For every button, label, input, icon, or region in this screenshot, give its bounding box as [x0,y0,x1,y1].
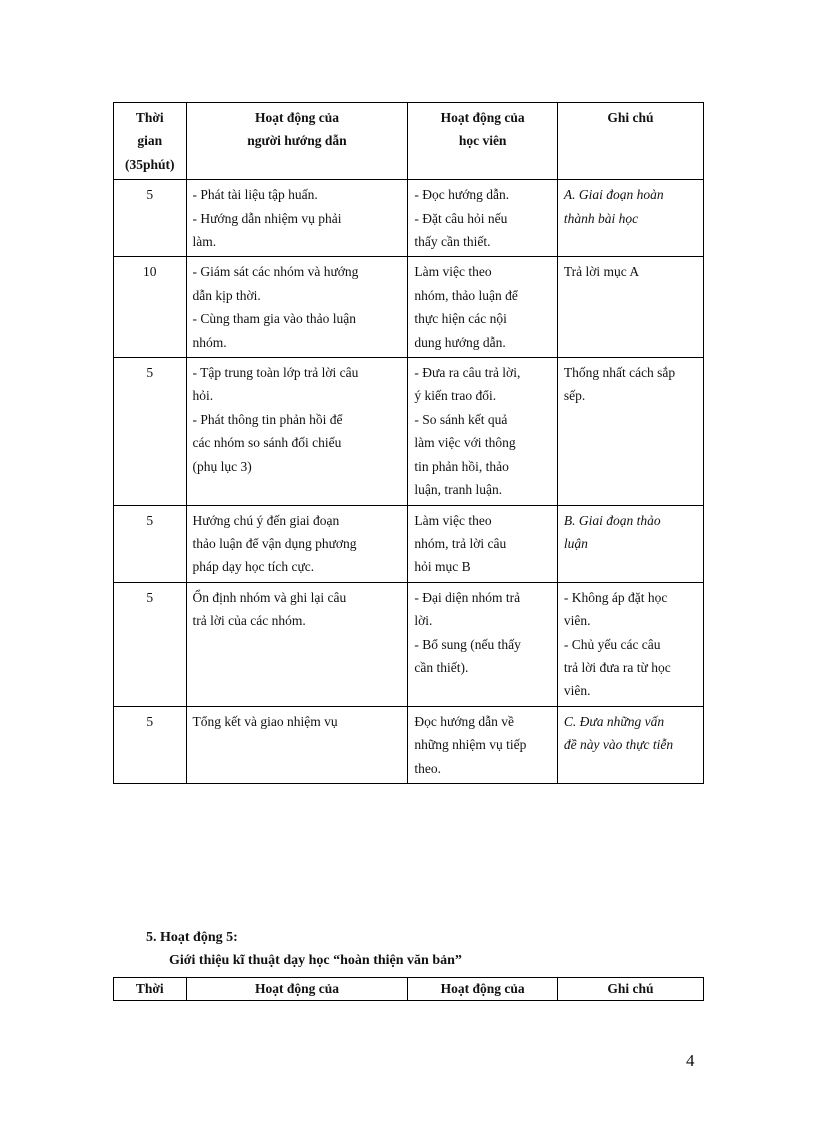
table-header-row [114,978,704,1001]
learner-activity-cell [408,358,557,505]
learner-activity-line: - Đưa ra câu trả lời, [414,365,521,381]
learner-activity-line: thực hiện các nội [414,311,507,327]
guide-activity-line: Tổng kết và giao nhiệm vụ [192,713,338,729]
guide-activity-line: - Phát tài liệu tập huấn. [192,187,318,203]
table-row [114,358,704,505]
note-line: sếp. [563,388,586,404]
guide-activity-line: Hướng chú ý đến giai đoạn [192,512,340,528]
guide-activity-line: - Giám sát các nhóm và hướng [192,264,359,280]
note-line: viên. [563,683,591,699]
time-cell: 5 [114,505,187,582]
header-note: Ghi chú [557,978,703,1001]
guide-activity-line: pháp dạy học tích cực. [192,559,315,575]
table-body [114,180,704,784]
header-time: Thời [114,978,187,1001]
guide-activity-line: làm. [192,234,217,250]
time-cell: 10 [114,257,187,358]
note-cell [557,257,703,358]
note-line: trả lời đưa ra từ học [563,659,671,675]
guide-activity-line: nhóm. [192,334,227,350]
learner-activity-line: Đọc hướng dẫn về [414,713,514,729]
learner-activity-line: - Đặt câu hỏi nếu [414,210,508,226]
header-learner-activity: Hoạt động của [408,978,557,1001]
learner-activity-line: làm việc với thông [414,435,516,451]
table-row [114,706,704,783]
learner-activity-cell [408,257,557,358]
guide-activity-line: (phụ lục 3) [192,458,252,474]
learner-activity-cell [408,505,557,582]
note-line: A. Giai đoạn hoàn [563,187,664,203]
time-cell: 5 [114,180,187,257]
guide-activity-line: Ổn định nhóm và ghi lại câu [192,589,347,605]
note-cell [557,358,703,505]
learner-activity-line: tin phản hồi, thảo [414,458,509,474]
learner-activity-cell [408,180,557,257]
table-row [114,180,704,257]
learner-activity-line: theo. [414,760,442,776]
header-guide-activity: Hoạt động của [186,978,408,1001]
learner-activity-line: - Bổ sung (nếu thấy [414,636,521,652]
table-row [114,582,704,706]
learner-activity-line: luận, tranh luận. [414,482,503,498]
table-row [114,505,704,582]
header-learner-activity: Hoạt động của học viên [408,103,557,180]
learner-activity-cell [408,706,557,783]
learner-activity-line: - Đại diện nhóm trả [414,589,521,605]
section-heading: 5. Hoạt động 5: [146,930,238,945]
note-line: B. Giai đoạn thảo [563,512,661,528]
time-cell: 5 [114,582,187,706]
note-line: đề này vào thực tiễn [563,737,674,753]
note-line: Thống nhất cách sắp [563,365,676,381]
learner-activity-line: dung hướng dẫn. [414,334,506,350]
header-guide-activity: Hoạt động của người hướng dẫn [186,103,408,180]
note-cell [557,505,703,582]
learner-activity-line: nhóm, thảo luận để [414,287,518,303]
learner-activity-line: Làm việc theo [414,264,492,280]
guide-activity-line: - Cùng tham gia vào thảo luận [192,311,356,327]
note-line: viên. [563,613,591,629]
note-line: luận [563,535,588,551]
table-header-row [114,103,704,180]
guide-activity-cell [186,706,408,783]
learner-activity-line: ý kiến trao đổi. [414,388,497,404]
learner-activity-line: - Đọc hướng dẫn. [414,187,510,203]
time-cell: 5 [114,358,187,505]
note-cell [557,706,703,783]
guide-activity-cell [186,582,408,706]
learner-activity-line: cần thiết). [414,659,469,675]
learner-activity-line: thấy cần thiết. [414,234,491,250]
learner-activity-line: lời. [414,613,433,629]
guide-activity-line: các nhóm so sánh đối chiếu [192,435,342,451]
header-note: Ghi chú [557,103,703,180]
guide-activity-line: hỏi. [192,388,214,404]
guide-activity-line: thảo luận để vận dụng phương [192,535,357,551]
table-row [114,257,704,358]
guide-activity-cell [186,180,408,257]
note-line: C. Đưa những vấn [563,713,665,729]
learner-activity-line: Làm việc theo [414,512,492,528]
page-number: 4 [686,1051,695,1070]
guide-activity-cell [186,505,408,582]
guide-activity-cell [186,358,408,505]
learner-activity-line: những nhiệm vụ tiếp [414,737,527,753]
learner-activity-cell [408,582,557,706]
note-line: - Chủ yếu các câu [563,636,661,652]
note-cell [557,180,703,257]
guide-activity-line: trả lời của các nhóm. [192,613,306,629]
section-subheading: Giới thiệu kĩ thuật dạy học “hoàn thiện văn bản” [169,953,462,968]
activity-5-table [113,977,704,1001]
guide-activity-cell [186,257,408,358]
guide-activity-line: - Tập trung toàn lớp trả lời câu [192,365,359,381]
learner-activity-line: - So sánh kết quả [414,411,508,427]
guide-activity-line: - Hướng dẫn nhiệm vụ phải [192,210,342,226]
time-cell: 5 [114,706,187,783]
header-time: Thời gian (35phút) [114,103,187,180]
guide-activity-line: dẫn kịp thời. [192,287,261,303]
note-line: Trả lời mục A [563,264,640,280]
guide-activity-line: - Phát thông tin phản hồi để [192,411,343,427]
learner-activity-line: nhóm, trả lời câu [414,535,507,551]
note-line: thành bài học [563,210,639,226]
learner-activity-line: hỏi mục B [414,559,471,575]
activity-table [113,102,704,784]
note-line: - Không áp đặt học [563,589,668,605]
note-cell [557,582,703,706]
